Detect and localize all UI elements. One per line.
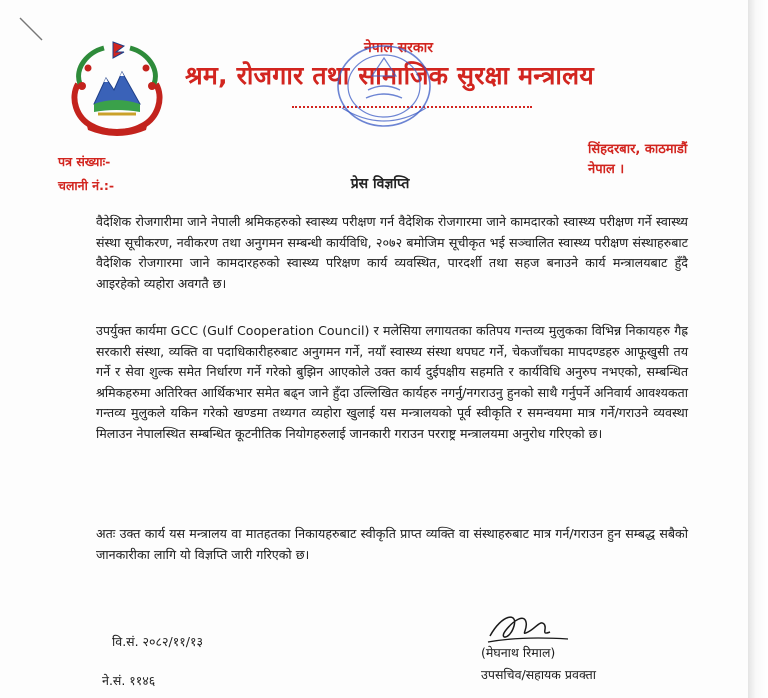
paragraph-1: वैदेशिक रोजगारीमा जाने नेपाली श्रमिकहरुको स्वास्थ्य परीक्षण गर्न वैदेशिक रोजगारमा जाने कामदारको स्वास्थ्य परीक्षण गर्ने स्वास्थ्य संस्था सूचीकरण, नवीकरण तथा अनुगमन सम्बन्धी कार्यविधि, २०७२ बमोजिम सूचीकृत भई सञ्चालित स्वास्थ्य परीक्षण संस्थाहरुबाट वैदेशिक रोजगारमा जाने कामदारहरुको स्वास्थ्य परिक्षण कार्य व्यवस्थित, पारदर्शी तथा सहज बनाउने कार्य मन्त्रालयबाट हुँदै आइरहेको व्यहोरा अवगतै छ। xyxy=(96,214,689,291)
paragraph-3: अतः उक्त कार्य यस मन्त्रालय वा मातहतका निकायहरुबाट स्वीकृति प्राप्त व्यक्ति वा संस्थाहरुबाट मात्र गर्न/गराउन हुन सम्बद्ध सबैको जानकारीका लागि यो विज्ञप्ति जारी गरिएको छ। xyxy=(96,526,688,562)
paragraph-2: उपर्युक्त कार्यमा GCC (Gulf Cooperation Council) र मलेसिया लगायतका कतिपय गन्तव्य मुलुकका विभिन्न निकायहरु गैह्र सरकारी संस्था, व्यक्ति वा पदाधिकारीहरुबाट अनुगमन गर्ने, नयाँ स्वास्थ्य संस्था थपघट गर्ने, चेकजाँचका मापदण्डहरु आफूखुसी तय गर्ने र सेवा शुल्क समेत निर्धारण गर्ने गरेको बुझिन आएकोले उक्त कार्य दुईपक्षीय सहमति र कार्यविधि अनुरुप नभएको, सम्बन्धित श्रमिकहरुमा अतिरिक्त आर्थिकभार समेत बढ्न जाने हुँदा उल्लिखित कार्यहरु नगर्नु/नगराउनु हुनको साथै गर्नुपर्ने अनिवार्य आवश्यकता गन्तव्य मुलुकले यकिन गरेको खण्डमा तथ्यगत व्यहोरा खुलाई यस मन्त्रालयको पूर्व स्वीकृति र समन्वयमा मात्र गर्ने/गराउने व्यवस्था मिलाउन नेपालस्थित सम्बन्धित कूटनीतिक नियोगहरुलाई जानकारी गराउन परराष्ट्र मन्त्रालयमा अनुरोध गरिएको छ। xyxy=(96,323,688,441)
signatory-block xyxy=(481,642,596,686)
scan-edge-shadow xyxy=(748,0,768,698)
scan-mark-icon xyxy=(18,16,44,42)
document-title: प्रेस विज्ञप्ति xyxy=(350,176,410,192)
nepal-sambat-number: ने.सं. ११४६ xyxy=(102,673,156,688)
ministry-seal-icon xyxy=(322,36,446,136)
address-line-1: सिंहदरबार, काठमाडौं xyxy=(588,142,688,157)
signatory-title: उपसचिव/सहायक प्रवक्ता xyxy=(481,667,597,682)
government-name: नेपाल सरकार xyxy=(364,40,434,56)
dispatch-number-label: चलानी नं.:- xyxy=(58,178,115,193)
issue-date: वि.सं. २०८२/११/१३ xyxy=(112,634,203,649)
signatory-name: (मेघनाथ रिमाल) xyxy=(481,645,556,660)
letter-number-label: पत्र संख्याः- xyxy=(58,154,111,169)
ministry-name: श्रम, रोजगार तथा सामाजिक सुरक्षा मन्त्रालय xyxy=(185,61,594,90)
nepal-emblem-icon xyxy=(58,38,176,138)
address-line-2: नेपाल । xyxy=(588,162,625,177)
